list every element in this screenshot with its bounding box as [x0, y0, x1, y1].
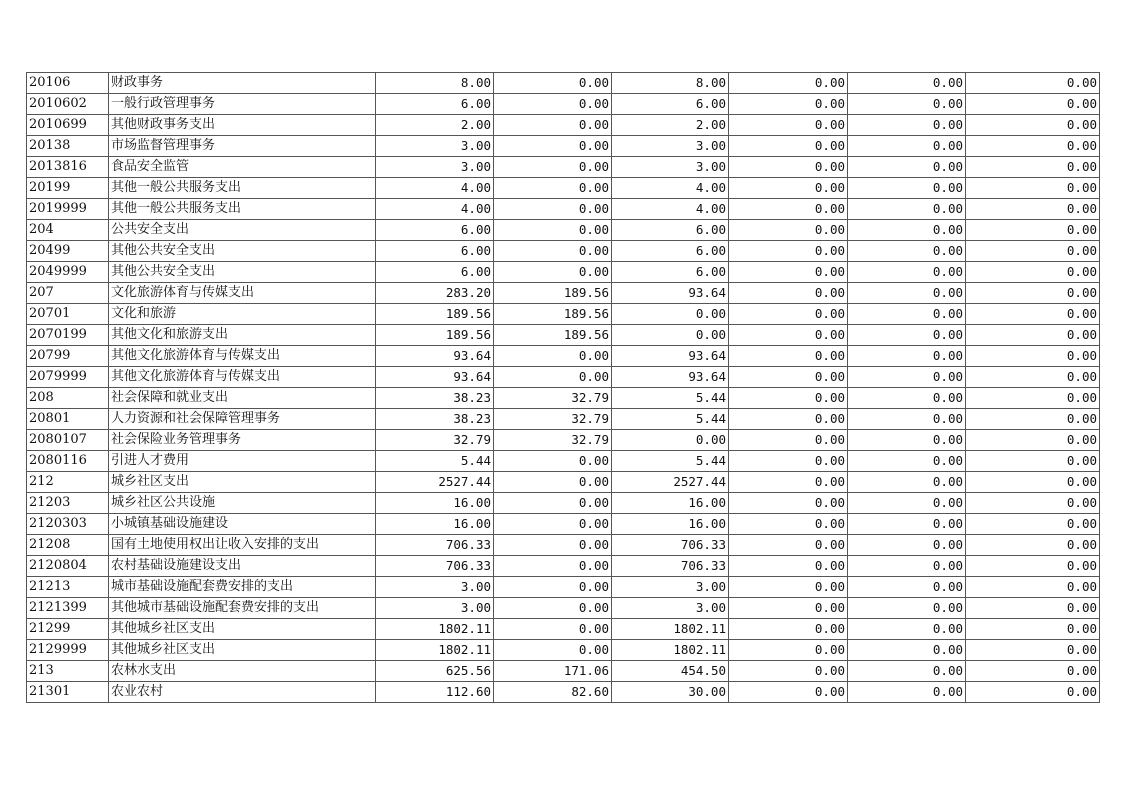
cell-basic-expenditure: 0.00: [494, 640, 612, 661]
cell-project-expenditure: 5.44: [612, 451, 729, 472]
cell-value-5: 0.00: [848, 94, 966, 115]
cell-project-expenditure: 93.64: [612, 346, 729, 367]
table-row: [27, 598, 1100, 619]
table-row: [27, 346, 1100, 367]
cell-value-6: 0.00: [966, 367, 1100, 388]
cell-value-4: 0.00: [729, 199, 848, 220]
cell-code: 2079999: [27, 367, 109, 388]
cell-value-6: 0.00: [966, 157, 1100, 178]
cell-value-5: 0.00: [848, 220, 966, 241]
cell-value-4: 0.00: [729, 157, 848, 178]
cell-value-5: 0.00: [848, 346, 966, 367]
cell-item-name: 农村基础设施建设支出: [109, 556, 376, 577]
cell-total: 706.33: [376, 535, 494, 556]
cell-value-5: 0.00: [848, 178, 966, 199]
cell-value-5: 0.00: [848, 661, 966, 682]
cell-total: 3.00: [376, 577, 494, 598]
cell-code: 2010602: [27, 94, 109, 115]
cell-code: 2121399: [27, 598, 109, 619]
cell-value-5: 0.00: [848, 409, 966, 430]
cell-project-expenditure: 6.00: [612, 220, 729, 241]
cell-basic-expenditure: 189.56: [494, 283, 612, 304]
cell-value-6: 0.00: [966, 199, 1100, 220]
cell-value-4: 0.00: [729, 220, 848, 241]
cell-value-5: 0.00: [848, 367, 966, 388]
table-row: [27, 94, 1100, 115]
cell-basic-expenditure: 189.56: [494, 325, 612, 346]
cell-value-6: 0.00: [966, 472, 1100, 493]
cell-code: 2049999: [27, 262, 109, 283]
cell-value-5: 0.00: [848, 241, 966, 262]
cell-item-name: 其他一般公共服务支出: [109, 199, 376, 220]
cell-item-name: 食品安全监管: [109, 157, 376, 178]
cell-basic-expenditure: 0.00: [494, 157, 612, 178]
cell-item-name: 其他城乡社区支出: [109, 619, 376, 640]
cell-total: 6.00: [376, 241, 494, 262]
cell-project-expenditure: 706.33: [612, 535, 729, 556]
cell-item-name: 引进人才费用: [109, 451, 376, 472]
cell-value-6: 0.00: [966, 325, 1100, 346]
cell-total: 16.00: [376, 514, 494, 535]
cell-value-6: 0.00: [966, 535, 1100, 556]
cell-basic-expenditure: 0.00: [494, 556, 612, 577]
cell-value-6: 0.00: [966, 262, 1100, 283]
cell-item-name: 其他公共安全支出: [109, 262, 376, 283]
cell-code: 2080107: [27, 430, 109, 451]
cell-item-name: 国有土地使用权出让收入安排的支出: [109, 535, 376, 556]
cell-project-expenditure: 454.50: [612, 661, 729, 682]
cell-value-6: 0.00: [966, 304, 1100, 325]
cell-item-name: 市场监督管理事务: [109, 136, 376, 157]
cell-value-5: 0.00: [848, 262, 966, 283]
cell-project-expenditure: 8.00: [612, 73, 729, 94]
cell-project-expenditure: 0.00: [612, 304, 729, 325]
cell-code: 213: [27, 661, 109, 682]
cell-item-name: 小城镇基础设施建设: [109, 514, 376, 535]
cell-value-6: 0.00: [966, 451, 1100, 472]
cell-basic-expenditure: 0.00: [494, 346, 612, 367]
cell-project-expenditure: 2.00: [612, 115, 729, 136]
cell-total: 6.00: [376, 220, 494, 241]
table-row: [27, 178, 1100, 199]
cell-item-name: 城乡社区支出: [109, 472, 376, 493]
table-row: [27, 73, 1100, 94]
cell-code: 208: [27, 388, 109, 409]
cell-total: 189.56: [376, 304, 494, 325]
cell-value-5: 0.00: [848, 682, 966, 703]
cell-basic-expenditure: 0.00: [494, 94, 612, 115]
cell-value-6: 0.00: [966, 493, 1100, 514]
budget-expenditure-table: [26, 72, 1100, 703]
cell-total: 2.00: [376, 115, 494, 136]
cell-basic-expenditure: 0.00: [494, 136, 612, 157]
cell-value-5: 0.00: [848, 283, 966, 304]
cell-item-name: 其他城市基础设施配套费安排的支出: [109, 598, 376, 619]
table-row: [27, 514, 1100, 535]
cell-value-6: 0.00: [966, 430, 1100, 451]
cell-value-4: 0.00: [729, 73, 848, 94]
cell-total: 706.33: [376, 556, 494, 577]
cell-value-6: 0.00: [966, 241, 1100, 262]
cell-project-expenditure: 3.00: [612, 598, 729, 619]
budget-table-container: [26, 72, 1100, 703]
cell-value-5: 0.00: [848, 514, 966, 535]
cell-total: 38.23: [376, 409, 494, 430]
cell-total: 6.00: [376, 262, 494, 283]
table-row: [27, 367, 1100, 388]
cell-code: 2010699: [27, 115, 109, 136]
cell-total: 32.79: [376, 430, 494, 451]
cell-project-expenditure: 4.00: [612, 178, 729, 199]
cell-project-expenditure: 1802.11: [612, 640, 729, 661]
cell-value-6: 0.00: [966, 388, 1100, 409]
cell-value-5: 0.00: [848, 73, 966, 94]
cell-value-4: 0.00: [729, 661, 848, 682]
cell-code: 2013816: [27, 157, 109, 178]
cell-code: 21213: [27, 577, 109, 598]
cell-value-4: 0.00: [729, 493, 848, 514]
cell-value-6: 0.00: [966, 136, 1100, 157]
cell-value-6: 0.00: [966, 598, 1100, 619]
cell-basic-expenditure: 0.00: [494, 73, 612, 94]
cell-item-name: 其他文化和旅游支出: [109, 325, 376, 346]
cell-value-5: 0.00: [848, 115, 966, 136]
cell-item-name: 社会保险业务管理事务: [109, 430, 376, 451]
cell-value-4: 0.00: [729, 304, 848, 325]
cell-value-4: 0.00: [729, 472, 848, 493]
cell-total: 38.23: [376, 388, 494, 409]
cell-item-name: 公共安全支出: [109, 220, 376, 241]
cell-project-expenditure: 6.00: [612, 241, 729, 262]
cell-item-name: 其他一般公共服务支出: [109, 178, 376, 199]
cell-value-5: 0.00: [848, 493, 966, 514]
table-row: [27, 262, 1100, 283]
cell-value-4: 0.00: [729, 94, 848, 115]
cell-basic-expenditure: 0.00: [494, 619, 612, 640]
cell-basic-expenditure: 32.79: [494, 430, 612, 451]
cell-total: 16.00: [376, 493, 494, 514]
cell-project-expenditure: 16.00: [612, 493, 729, 514]
cell-value-6: 0.00: [966, 640, 1100, 661]
cell-value-5: 0.00: [848, 535, 966, 556]
cell-value-6: 0.00: [966, 661, 1100, 682]
cell-code: 2080116: [27, 451, 109, 472]
cell-value-5: 0.00: [848, 430, 966, 451]
cell-value-5: 0.00: [848, 304, 966, 325]
cell-project-expenditure: 4.00: [612, 199, 729, 220]
cell-basic-expenditure: 0.00: [494, 262, 612, 283]
cell-project-expenditure: 0.00: [612, 325, 729, 346]
cell-item-name: 其他文化旅游体育与传媒支出: [109, 346, 376, 367]
table-row: [27, 682, 1100, 703]
cell-code: 20801: [27, 409, 109, 430]
cell-value-4: 0.00: [729, 346, 848, 367]
table-row: [27, 157, 1100, 178]
cell-value-4: 0.00: [729, 136, 848, 157]
cell-item-name: 其他文化旅游体育与传媒支出: [109, 367, 376, 388]
cell-project-expenditure: 706.33: [612, 556, 729, 577]
cell-item-name: 农林水支出: [109, 661, 376, 682]
cell-basic-expenditure: 0.00: [494, 367, 612, 388]
cell-item-name: 一般行政管理事务: [109, 94, 376, 115]
cell-project-expenditure: 93.64: [612, 283, 729, 304]
cell-code: 20799: [27, 346, 109, 367]
cell-basic-expenditure: 0.00: [494, 535, 612, 556]
cell-item-name: 文化旅游体育与传媒支出: [109, 283, 376, 304]
cell-total: 283.20: [376, 283, 494, 304]
cell-value-5: 0.00: [848, 598, 966, 619]
cell-value-5: 0.00: [848, 157, 966, 178]
cell-value-5: 0.00: [848, 388, 966, 409]
cell-project-expenditure: 16.00: [612, 514, 729, 535]
cell-project-expenditure: 1802.11: [612, 619, 729, 640]
cell-basic-expenditure: 171.06: [494, 661, 612, 682]
cell-project-expenditure: 6.00: [612, 262, 729, 283]
cell-value-6: 0.00: [966, 346, 1100, 367]
cell-item-name: 城乡社区公共设施: [109, 493, 376, 514]
cell-code: 21203: [27, 493, 109, 514]
cell-code: 2129999: [27, 640, 109, 661]
table-row: [27, 535, 1100, 556]
cell-value-4: 0.00: [729, 556, 848, 577]
cell-total: 4.00: [376, 178, 494, 199]
table-row: [27, 472, 1100, 493]
cell-value-6: 0.00: [966, 577, 1100, 598]
cell-total: 1802.11: [376, 640, 494, 661]
cell-value-6: 0.00: [966, 682, 1100, 703]
cell-value-4: 0.00: [729, 367, 848, 388]
table-row: [27, 619, 1100, 640]
cell-basic-expenditure: 0.00: [494, 493, 612, 514]
table-row: [27, 388, 1100, 409]
cell-item-name: 财政事务: [109, 73, 376, 94]
cell-code: 21299: [27, 619, 109, 640]
cell-total: 8.00: [376, 73, 494, 94]
cell-value-4: 0.00: [729, 262, 848, 283]
cell-total: 625.56: [376, 661, 494, 682]
cell-code: 2120303: [27, 514, 109, 535]
table-row: [27, 451, 1100, 472]
cell-value-5: 0.00: [848, 451, 966, 472]
cell-project-expenditure: 3.00: [612, 577, 729, 598]
cell-total: 6.00: [376, 94, 494, 115]
cell-value-5: 0.00: [848, 199, 966, 220]
cell-basic-expenditure: 0.00: [494, 577, 612, 598]
cell-total: 3.00: [376, 157, 494, 178]
table-row: [27, 220, 1100, 241]
cell-project-expenditure: 0.00: [612, 430, 729, 451]
cell-value-4: 0.00: [729, 535, 848, 556]
cell-code: 20199: [27, 178, 109, 199]
cell-value-5: 0.00: [848, 640, 966, 661]
cell-value-5: 0.00: [848, 556, 966, 577]
cell-total: 3.00: [376, 136, 494, 157]
cell-basic-expenditure: 0.00: [494, 199, 612, 220]
cell-code: 21208: [27, 535, 109, 556]
cell-total: 3.00: [376, 598, 494, 619]
cell-code: 21301: [27, 682, 109, 703]
cell-basic-expenditure: 0.00: [494, 178, 612, 199]
cell-total: 5.44: [376, 451, 494, 472]
cell-basic-expenditure: 0.00: [494, 115, 612, 136]
cell-basic-expenditure: 0.00: [494, 241, 612, 262]
cell-code: 2120804: [27, 556, 109, 577]
cell-code: 20138: [27, 136, 109, 157]
cell-code: 20499: [27, 241, 109, 262]
cell-code: 212: [27, 472, 109, 493]
cell-value-5: 0.00: [848, 325, 966, 346]
table-row: [27, 661, 1100, 682]
cell-total: 93.64: [376, 346, 494, 367]
cell-value-6: 0.00: [966, 556, 1100, 577]
cell-basic-expenditure: 0.00: [494, 472, 612, 493]
cell-total: 189.56: [376, 325, 494, 346]
table-row: [27, 409, 1100, 430]
cell-value-4: 0.00: [729, 178, 848, 199]
cell-value-6: 0.00: [966, 220, 1100, 241]
cell-value-5: 0.00: [848, 472, 966, 493]
cell-value-4: 0.00: [729, 682, 848, 703]
cell-total: 2527.44: [376, 472, 494, 493]
cell-code: 20701: [27, 304, 109, 325]
cell-project-expenditure: 6.00: [612, 94, 729, 115]
table-row: [27, 115, 1100, 136]
table-row: [27, 136, 1100, 157]
cell-value-4: 0.00: [729, 640, 848, 661]
cell-total: 112.60: [376, 682, 494, 703]
table-row: [27, 304, 1100, 325]
cell-item-name: 人力资源和社会保障管理事务: [109, 409, 376, 430]
cell-basic-expenditure: 0.00: [494, 598, 612, 619]
cell-basic-expenditure: 32.79: [494, 409, 612, 430]
cell-basic-expenditure: 0.00: [494, 451, 612, 472]
cell-code: 204: [27, 220, 109, 241]
cell-value-6: 0.00: [966, 619, 1100, 640]
cell-value-6: 0.00: [966, 115, 1100, 136]
table-row: [27, 283, 1100, 304]
cell-value-4: 0.00: [729, 325, 848, 346]
cell-total: 93.64: [376, 367, 494, 388]
table-row: [27, 430, 1100, 451]
table-row: [27, 577, 1100, 598]
cell-value-4: 0.00: [729, 409, 848, 430]
cell-basic-expenditure: 189.56: [494, 304, 612, 325]
cell-item-name: 农业农村: [109, 682, 376, 703]
cell-item-name: 社会保障和就业支出: [109, 388, 376, 409]
cell-value-4: 0.00: [729, 577, 848, 598]
cell-value-4: 0.00: [729, 388, 848, 409]
cell-project-expenditure: 2527.44: [612, 472, 729, 493]
cell-project-expenditure: 93.64: [612, 367, 729, 388]
cell-project-expenditure: 3.00: [612, 157, 729, 178]
table-row: [27, 493, 1100, 514]
cell-value-6: 0.00: [966, 409, 1100, 430]
cell-code: 20106: [27, 73, 109, 94]
cell-project-expenditure: 5.44: [612, 388, 729, 409]
cell-item-name: 其他财政事务支出: [109, 115, 376, 136]
cell-value-4: 0.00: [729, 514, 848, 535]
cell-value-4: 0.00: [729, 451, 848, 472]
cell-value-4: 0.00: [729, 115, 848, 136]
table-row: [27, 556, 1100, 577]
cell-value-4: 0.00: [729, 283, 848, 304]
cell-basic-expenditure: 32.79: [494, 388, 612, 409]
cell-value-5: 0.00: [848, 136, 966, 157]
cell-basic-expenditure: 82.60: [494, 682, 612, 703]
cell-value-6: 0.00: [966, 94, 1100, 115]
cell-basic-expenditure: 0.00: [494, 514, 612, 535]
cell-value-4: 0.00: [729, 619, 848, 640]
cell-basic-expenditure: 0.00: [494, 220, 612, 241]
cell-value-4: 0.00: [729, 598, 848, 619]
table-row: [27, 325, 1100, 346]
cell-project-expenditure: 5.44: [612, 409, 729, 430]
table-row: [27, 241, 1100, 262]
cell-value-4: 0.00: [729, 430, 848, 451]
table-row: [27, 199, 1100, 220]
cell-value-5: 0.00: [848, 619, 966, 640]
cell-value-4: 0.00: [729, 241, 848, 262]
cell-code: 207: [27, 283, 109, 304]
cell-project-expenditure: 3.00: [612, 136, 729, 157]
cell-total: 1802.11: [376, 619, 494, 640]
cell-value-6: 0.00: [966, 514, 1100, 535]
cell-item-name: 文化和旅游: [109, 304, 376, 325]
table-body: [27, 73, 1100, 703]
cell-value-6: 0.00: [966, 283, 1100, 304]
cell-item-name: 其他公共安全支出: [109, 241, 376, 262]
table-row: [27, 640, 1100, 661]
cell-code: 2019999: [27, 199, 109, 220]
cell-project-expenditure: 30.00: [612, 682, 729, 703]
cell-value-6: 0.00: [966, 178, 1100, 199]
cell-item-name: 城市基础设施配套费安排的支出: [109, 577, 376, 598]
cell-item-name: 其他城乡社区支出: [109, 640, 376, 661]
cell-total: 4.00: [376, 199, 494, 220]
cell-value-6: 0.00: [966, 73, 1100, 94]
cell-code: 2070199: [27, 325, 109, 346]
cell-value-5: 0.00: [848, 577, 966, 598]
